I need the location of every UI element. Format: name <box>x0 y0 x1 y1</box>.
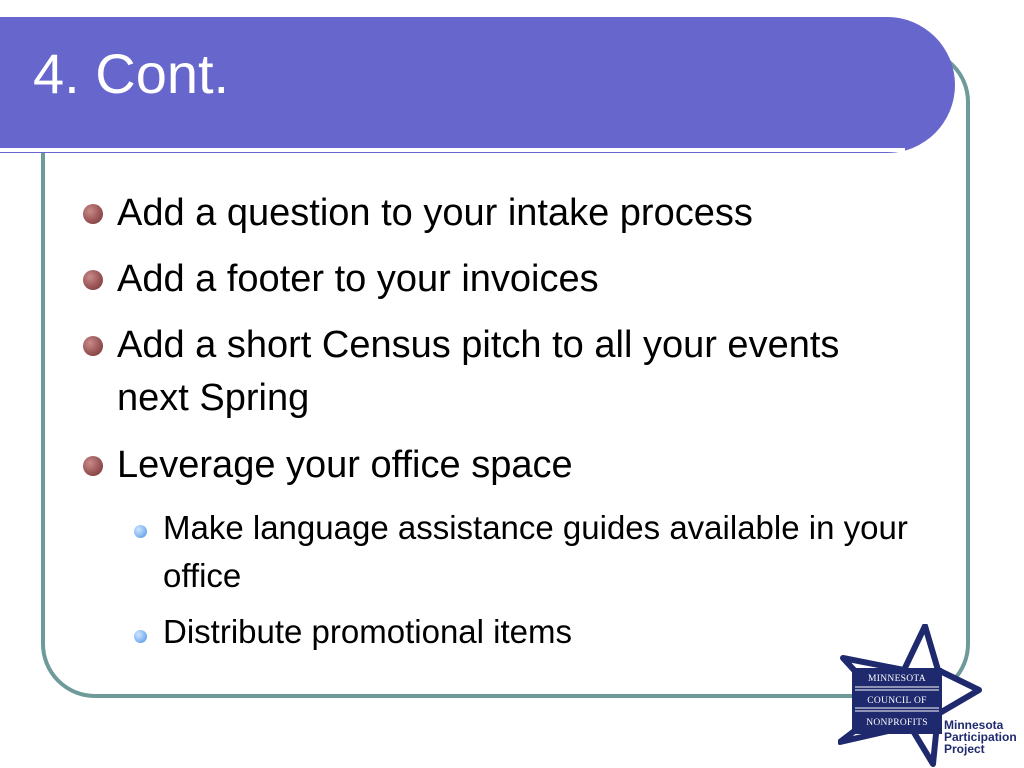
logo-line-council: COUNCIL OF <box>867 696 927 706</box>
bullet-item-office-space: Leverage your office space <box>117 444 573 486</box>
mpp-line-3: Project <box>944 742 985 756</box>
mpp-line-2: Participation <box>944 730 1017 744</box>
bullet-item-census-pitch: Add a short Census pitch to all your events next Spring <box>117 324 840 419</box>
sub-bullet-dot-icon <box>134 525 147 538</box>
sub-bullet-dot-icon <box>134 630 147 643</box>
bullet-item-intake: Add a question to your intake process <box>117 192 753 234</box>
logo-line-minnesota: MINNESOTA <box>868 674 926 684</box>
slide-title: 4. Cont. <box>33 42 230 105</box>
bullet-dot-icon <box>83 270 103 290</box>
bullet-dot-icon <box>83 336 103 356</box>
mpp-line-1: Minnesota <box>944 718 1004 732</box>
title-underline <box>0 148 905 152</box>
sub-bullet-item-language-guides: Make language assistance guides available in your office <box>163 509 908 594</box>
bullet-dot-icon <box>83 204 103 224</box>
bullet-dot-icon <box>83 456 103 476</box>
logo-line-nonprofits: NONPROFITS <box>866 718 928 728</box>
sub-bullet-item-promotional: Distribute promotional items <box>163 613 572 650</box>
participation-project-label <box>944 719 1017 755</box>
bullet-item-footer: Add a footer to your invoices <box>117 258 599 300</box>
